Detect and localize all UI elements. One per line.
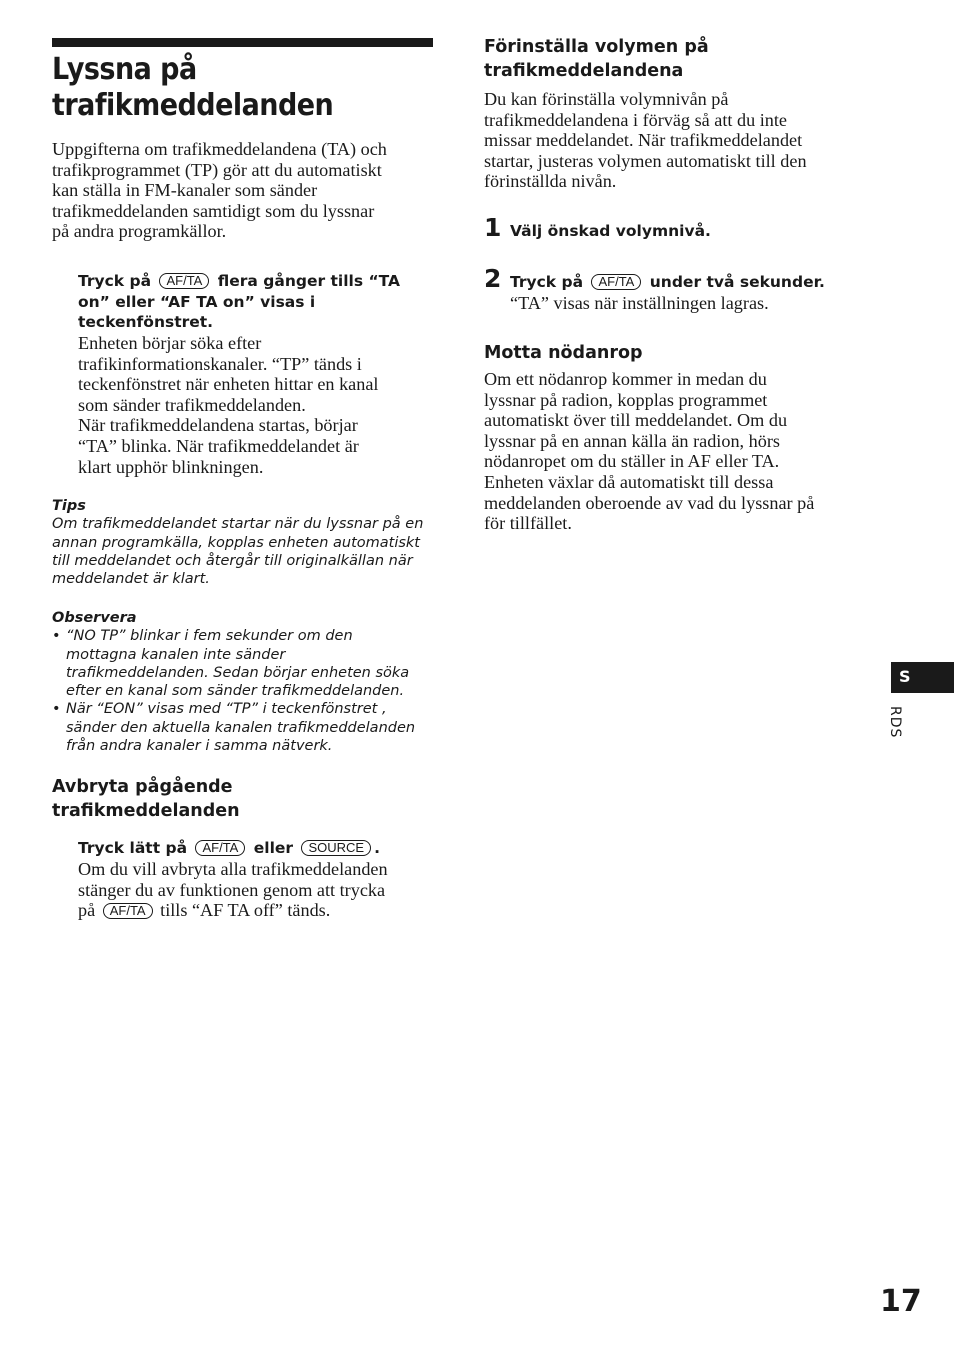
tips-line: meddelandet är klart. [52,571,210,588]
page-number: 17 [880,1284,922,1319]
emergency-line: meddelanden oberoende av vad du lyssnar på [484,492,815,513]
af-ta-button: AF/TA [195,840,245,856]
ta-instruction-body [78,333,438,477]
bullet: • [52,701,61,718]
cancel-body-line [78,900,438,921]
bullet: • [52,628,61,645]
preset-heading-line: Förinställa volymen på [484,37,709,57]
instruction-body-line: När trafikmeddelandena startas, börjar [78,415,358,436]
body-text: på [78,900,96,921]
note-line: “NO TP” blinkar i fem sekunder om den [66,628,353,645]
note-item [52,700,437,755]
af-ta-button: AF/TA [103,903,153,919]
body-text: tills “AF TA off” tänds. [160,900,331,921]
tips-line: Om trafikmeddelandet startar när du lyssnar på en [52,516,424,533]
emergency-line: Om ett nödanrop kommer in medan du [484,369,767,389]
step-2-text [510,272,870,293]
instruction-text: under två sekunder. [649,273,825,291]
preset-line: förinställda nivån. [484,171,617,192]
instruction-body-line: teckenfönstret när enheten hittar en kanal [78,374,379,395]
preset-heading [484,35,864,83]
emergency-line: för tillfället. [484,513,572,534]
instruction-text: . [374,839,380,857]
instruction-body-line: Enheten börjar söka efter [78,333,262,353]
instruction-body-line: som sänder trafikmeddelanden. [78,394,306,415]
cancel-body-line: stänger du av funktionen genom att trycka [78,879,386,900]
step-2-body: “TA” visas när inställningen lagras. [510,293,769,313]
intro-line: kan ställa in FM-kanaler som sänder [52,180,318,201]
note-line: efter en kanal som sänder trafikmeddelanden. [66,683,405,700]
page-title-line-1: Lyssna på [52,52,197,87]
ta-instruction-line-2: on” eller “AF TA on” visas i [78,292,316,311]
tips-section [52,497,437,588]
emergency-line: automatiskt över till meddelandet. Om du [484,410,788,431]
cancel-heading-line: Avbryta pågående [52,777,233,797]
instruction-text: Tryck på [510,273,584,291]
emergency-line: nödanropet om du ställer in AF eller TA. [484,451,780,472]
instruction-body-line: “TA” blinka. När trafikmeddelandet är [78,435,359,456]
preset-heading-line: trafikmeddelandena [484,61,684,81]
language-tab-letter: S [899,667,911,686]
instruction-text: flera gånger tills “TA [217,272,401,290]
step-2-number: 2 [484,264,502,293]
ta-instruction-line-3: teckenfönstret. [78,313,214,332]
preset-line: missar meddelandet. När trafikmeddelandet [484,130,803,151]
emergency-line: lyssnar på radion, kopplas programmet [484,389,768,410]
tips-line: annan programkälla, kopplas enheten automatiskt [52,534,420,551]
note-list [52,627,437,755]
note-item [52,627,437,700]
emergency-line: Enheten växlar då automatiskt till dessa [484,471,774,492]
instruction-body-line: klart upphör blinkningen. [78,456,264,477]
section-label-text: RDS [887,706,903,739]
af-ta-button: AF/TA [591,274,641,290]
ta-instruction [78,271,438,333]
note-heading: Observera [52,610,137,626]
cancel-instruction [78,838,438,859]
instruction-text: eller [253,839,294,857]
cancel-body [78,859,438,921]
intro-line: trafikprogrammet (TP) gör att du automatiskt [52,159,382,180]
preset-paragraph [484,89,864,192]
intro-line: Uppgifterna om trafikmeddelandena (TA) och [52,139,387,159]
cancel-instruction-line [78,838,438,859]
emergency-heading: Motta nödanrop [484,343,643,363]
source-button: SOURCE [301,840,371,856]
preset-line: startar, justeras volymen automatiskt till den [484,150,807,171]
step-2-line [510,272,870,293]
preset-line: trafikmeddelandena i förväg så att du inte [484,109,788,130]
section-label [887,706,909,746]
step-1-number: 1 [484,213,502,242]
intro-paragraph [52,139,437,242]
preset-line: Du kan förinställa volymnivån på [484,89,729,109]
tips-line: till meddelandet och återgår till originalkällan när [52,552,413,569]
note-line: När “EON” visas med “TP” i teckenfönstret , [66,701,387,718]
language-tab [891,662,954,693]
ta-instruction-line-1 [78,271,438,292]
note-line: sänder den aktuella kanalen trafikmeddelanden [66,719,416,736]
instruction-body-line: trafikinformationskanaler. “TP” tänds i [78,353,362,374]
note-line: trafikmeddelanden. Sedan börjar enheten söka [66,664,410,681]
intro-line: på andra programkällor. [52,221,227,242]
cancel-heading [52,775,437,823]
title-rule [52,38,433,47]
cancel-heading-line: trafikmeddelanden [52,801,240,821]
note-line: från andra kanaler i samma nätverk. [66,738,333,755]
instruction-text: Tryck på [78,272,152,290]
tips-heading: Tips [52,498,86,514]
note-line: mottagna kanalen inte sänder [66,646,286,663]
emergency-line: lyssnar på en annan källa än radion, hörs [484,430,780,451]
page-title [52,52,403,124]
af-ta-button: AF/TA [159,273,209,289]
instruction-text: Tryck lätt på [78,839,188,857]
note-section [52,609,437,755]
emergency-paragraph [484,369,869,534]
cancel-body-line: Om du vill avbryta alla trafikmeddelanden [78,859,388,879]
page-title-line-2: trafikmeddelanden [52,88,334,123]
intro-line: trafikmeddelanden samtidigt som du lyssnar [52,200,375,221]
step-1-text: Välj önskad volymnivå. [510,222,711,240]
